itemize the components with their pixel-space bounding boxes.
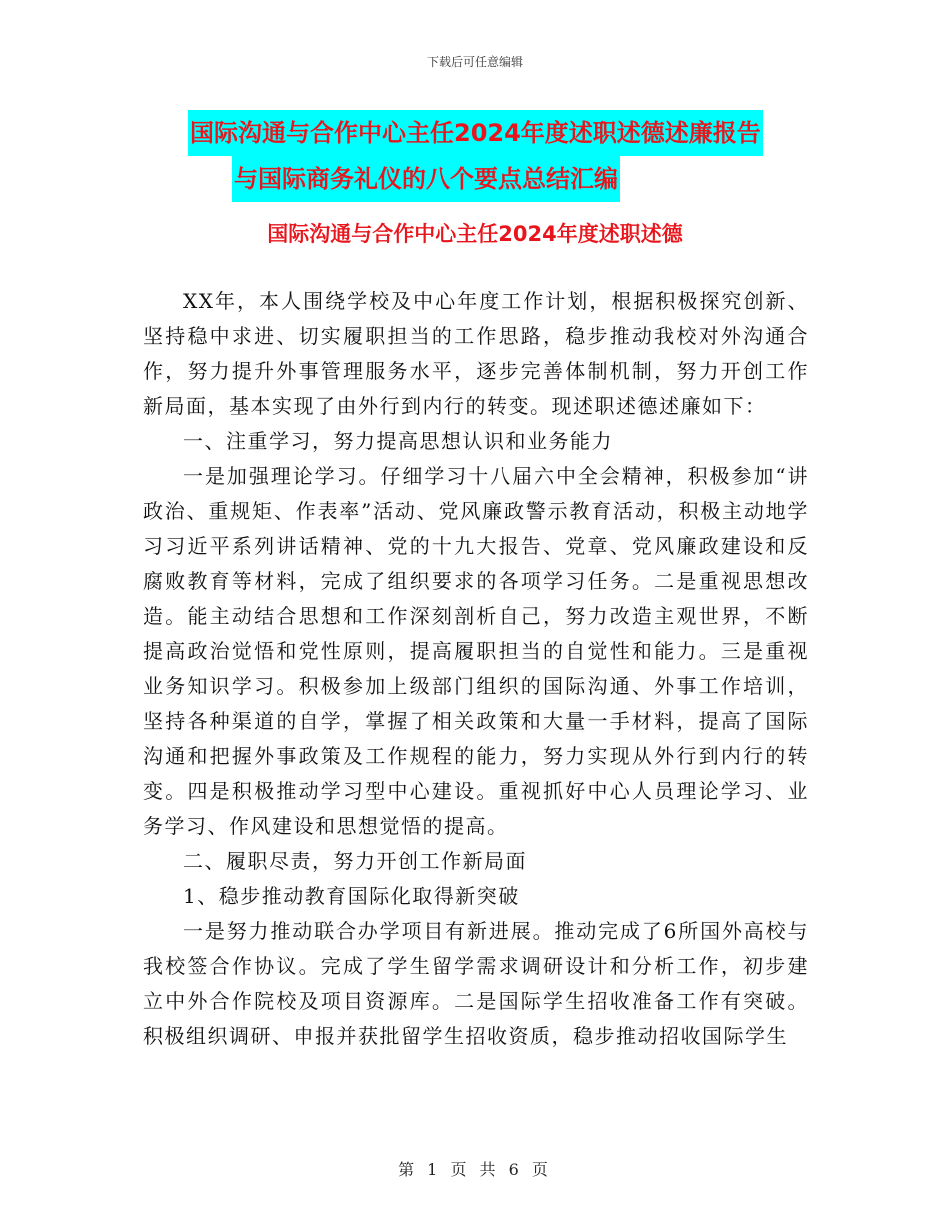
document-title-line-1: 国际沟通与合作中心主任2024年度述职述德述廉报告	[188, 110, 763, 156]
paragraph-intro: XX年，本人围绕学校及中心年度工作计划，根据积极探究创新、坚持稳中求进、切实履职担当的工作思路，稳步推动我校对外沟通合作，努力提升外事管理服务水平，逐步完善体制机制，努力开创工作新局面，基本实现了由外行到内行的转变。现述职述德述廉如下：	[143, 289, 809, 418]
heading-part-two: 二、履职尽责，努力开创工作新局面	[183, 849, 527, 873]
page-header-note: 下载后可任意编辑	[426, 55, 523, 69]
paragraph-study: 一是加强理论学习。仔细学习十八届六中全会精神，积极参加“讲政治、重规矩、作表率”活动、党风廉政警示教育活动，积极主动地学习习近平系列讲话精神、党的十九大报告、党章、党风廉政建设和反腐败教育等材料，完成了组织要求的各项学习任务。二是重视思想改造。能主动结合思想和工作深刻剖析自己，努力改造主观世界，不断提高政治觉悟和党性原则，提高履职担当的自觉性和能力。三是重视业务知识学习。积极参加上级部门组织的国际沟通、外事工作培训，坚持各种渠道的自学，掌握了相关政策和大量一手材料，提高了国际沟通和把握外事政策及工作规程的能力，努力实现从外行到内行的转变。四是积极推动学习型中心建设。重视抓好中心人员理论学习、业务学习、作风建设和思想觉悟的提高。	[143, 464, 809, 838]
section-title: 国际沟通与合作中心主任2024年度述职述德	[267, 222, 683, 246]
document-title-line-2: 与国际商务礼仪的八个要点总结汇编	[232, 156, 620, 202]
heading-part-one: 一、注重学习，努力提高思想认识和业务能力	[183, 429, 613, 453]
page-footer: 第 1 页 共 6 页	[398, 1160, 552, 1179]
document-body	[143, 284, 809, 1054]
paragraph-joint-programs: 一是努力推动联合办学项目有新进展。推动完成了6所国外高校与我校签合作协议。完成了学生留学需求调研设计和分析工作，初步建立中外合作院校及项目资源库。二是国际学生招收准备工作有突破。积极组织调研、申报并获批留学生招收资质，稳步推动招收国际学生	[143, 919, 809, 1048]
subheading-internationalization: 1、稳步推动教育国际化取得新突破	[183, 884, 520, 908]
